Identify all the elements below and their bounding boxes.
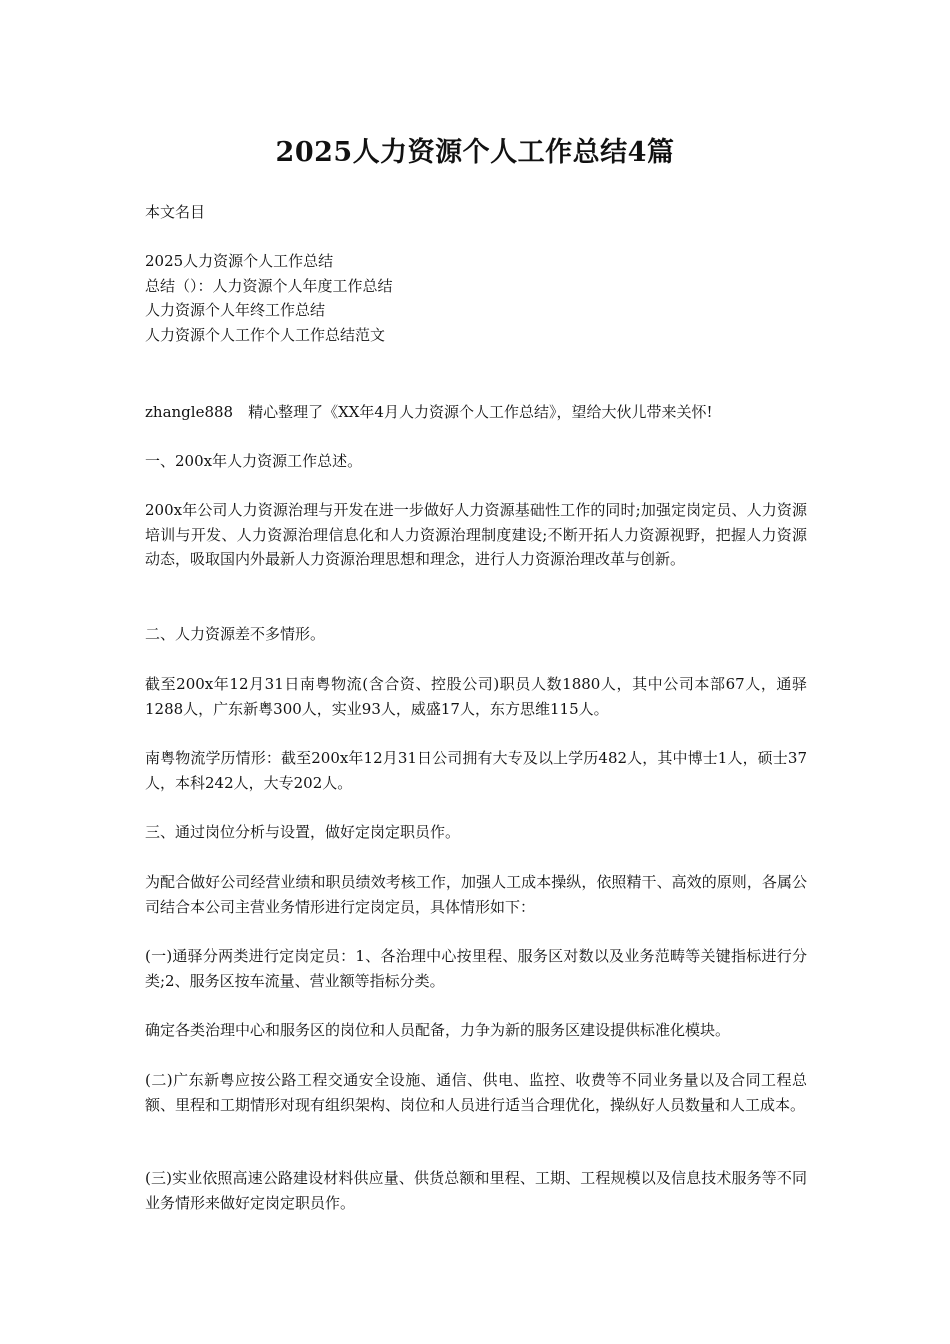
- toc-item[interactable]: 人力资源个人工作个人工作总结范文: [145, 325, 386, 344]
- body-paragraph: 200x年公司人力资源治理与开发在进一步做好人力资源基础性工作的同时;加强定岗定员、人力资源培训与开发、人力资源治理信息化和人力资源治理制度建设;不断开拓人力资源视野，把握人力资源动态，吸取国内外最新人力资源治理思想和理念，进行人力资源治理改革与创新。: [145, 501, 807, 568]
- body-paragraph: (二)广东新粤应按公路工程交通安全设施、通信、供电、监控、收费等不同业务量以及合同工程总额、里程和工期情形对现有组织架构、岗位和人员进行适当合理优化，操纵好人员数量和人工成本。: [145, 1071, 807, 1114]
- toc-item[interactable]: 总结（）：人力资源个人年度工作总结: [145, 276, 393, 295]
- section-heading: 二、人力资源差不多情形。: [145, 625, 326, 643]
- section-heading: 三、通过岗位分析与设置，做好定岗定职员作。: [145, 823, 461, 841]
- body-paragraph: 南粤物流学历情形：截至200x年12月31日公司拥有大专及以上学历482人，其中博士1人，硕士37人，本科242人，大专202人。: [145, 749, 807, 792]
- body-paragraph: 截至200x年12月31日南粤物流(含合资、控股公司)职员人数1880人，其中公司本部67人，通驿1288人，广东新粤300人，实业93人，威盛17人，东方思维115人。: [145, 675, 807, 718]
- toc-list: [145, 249, 807, 347]
- section-heading: 一、200x年人力资源工作总述。: [145, 452, 363, 470]
- body-paragraph: 为配合做好公司经营业绩和职员绩效考核工作，加强人工成本操纵，依照精干、高效的原则，各属公司结合本公司主营业务情形进行定岗定员，具体情形如下：: [145, 873, 807, 916]
- body-paragraph: 确定各类治理中心和服务区的岗位和人员配备，力争为新的服务区建设提供标准化模块。: [145, 1021, 731, 1039]
- body-paragraph: (三)实业依照高速公路建设材料供应量、供货总额和里程、工期、工程规模以及信息技术服务等不同业务情形来做好定岗定职员作。: [145, 1169, 807, 1212]
- document-title: 2025人力资源个人工作总结4篇: [275, 137, 675, 168]
- toc-item[interactable]: 2025人力资源个人工作总结: [145, 252, 334, 270]
- toc-item[interactable]: 人力资源个人年终工作总结: [145, 301, 326, 319]
- intro-paragraph: zhangle888 精心整理了《XX年4月人力资源个人工作总结》，望给大伙儿带来关怀!: [145, 403, 713, 421]
- body-paragraph: (一)通驿分两类进行定岗定员：1、各治理中心按里程、服务区对数以及业务范畴等关键指标进行分类;2、服务区按车流量、营业额等指标分类。: [145, 947, 807, 990]
- toc-heading: 本文名目: [145, 203, 206, 221]
